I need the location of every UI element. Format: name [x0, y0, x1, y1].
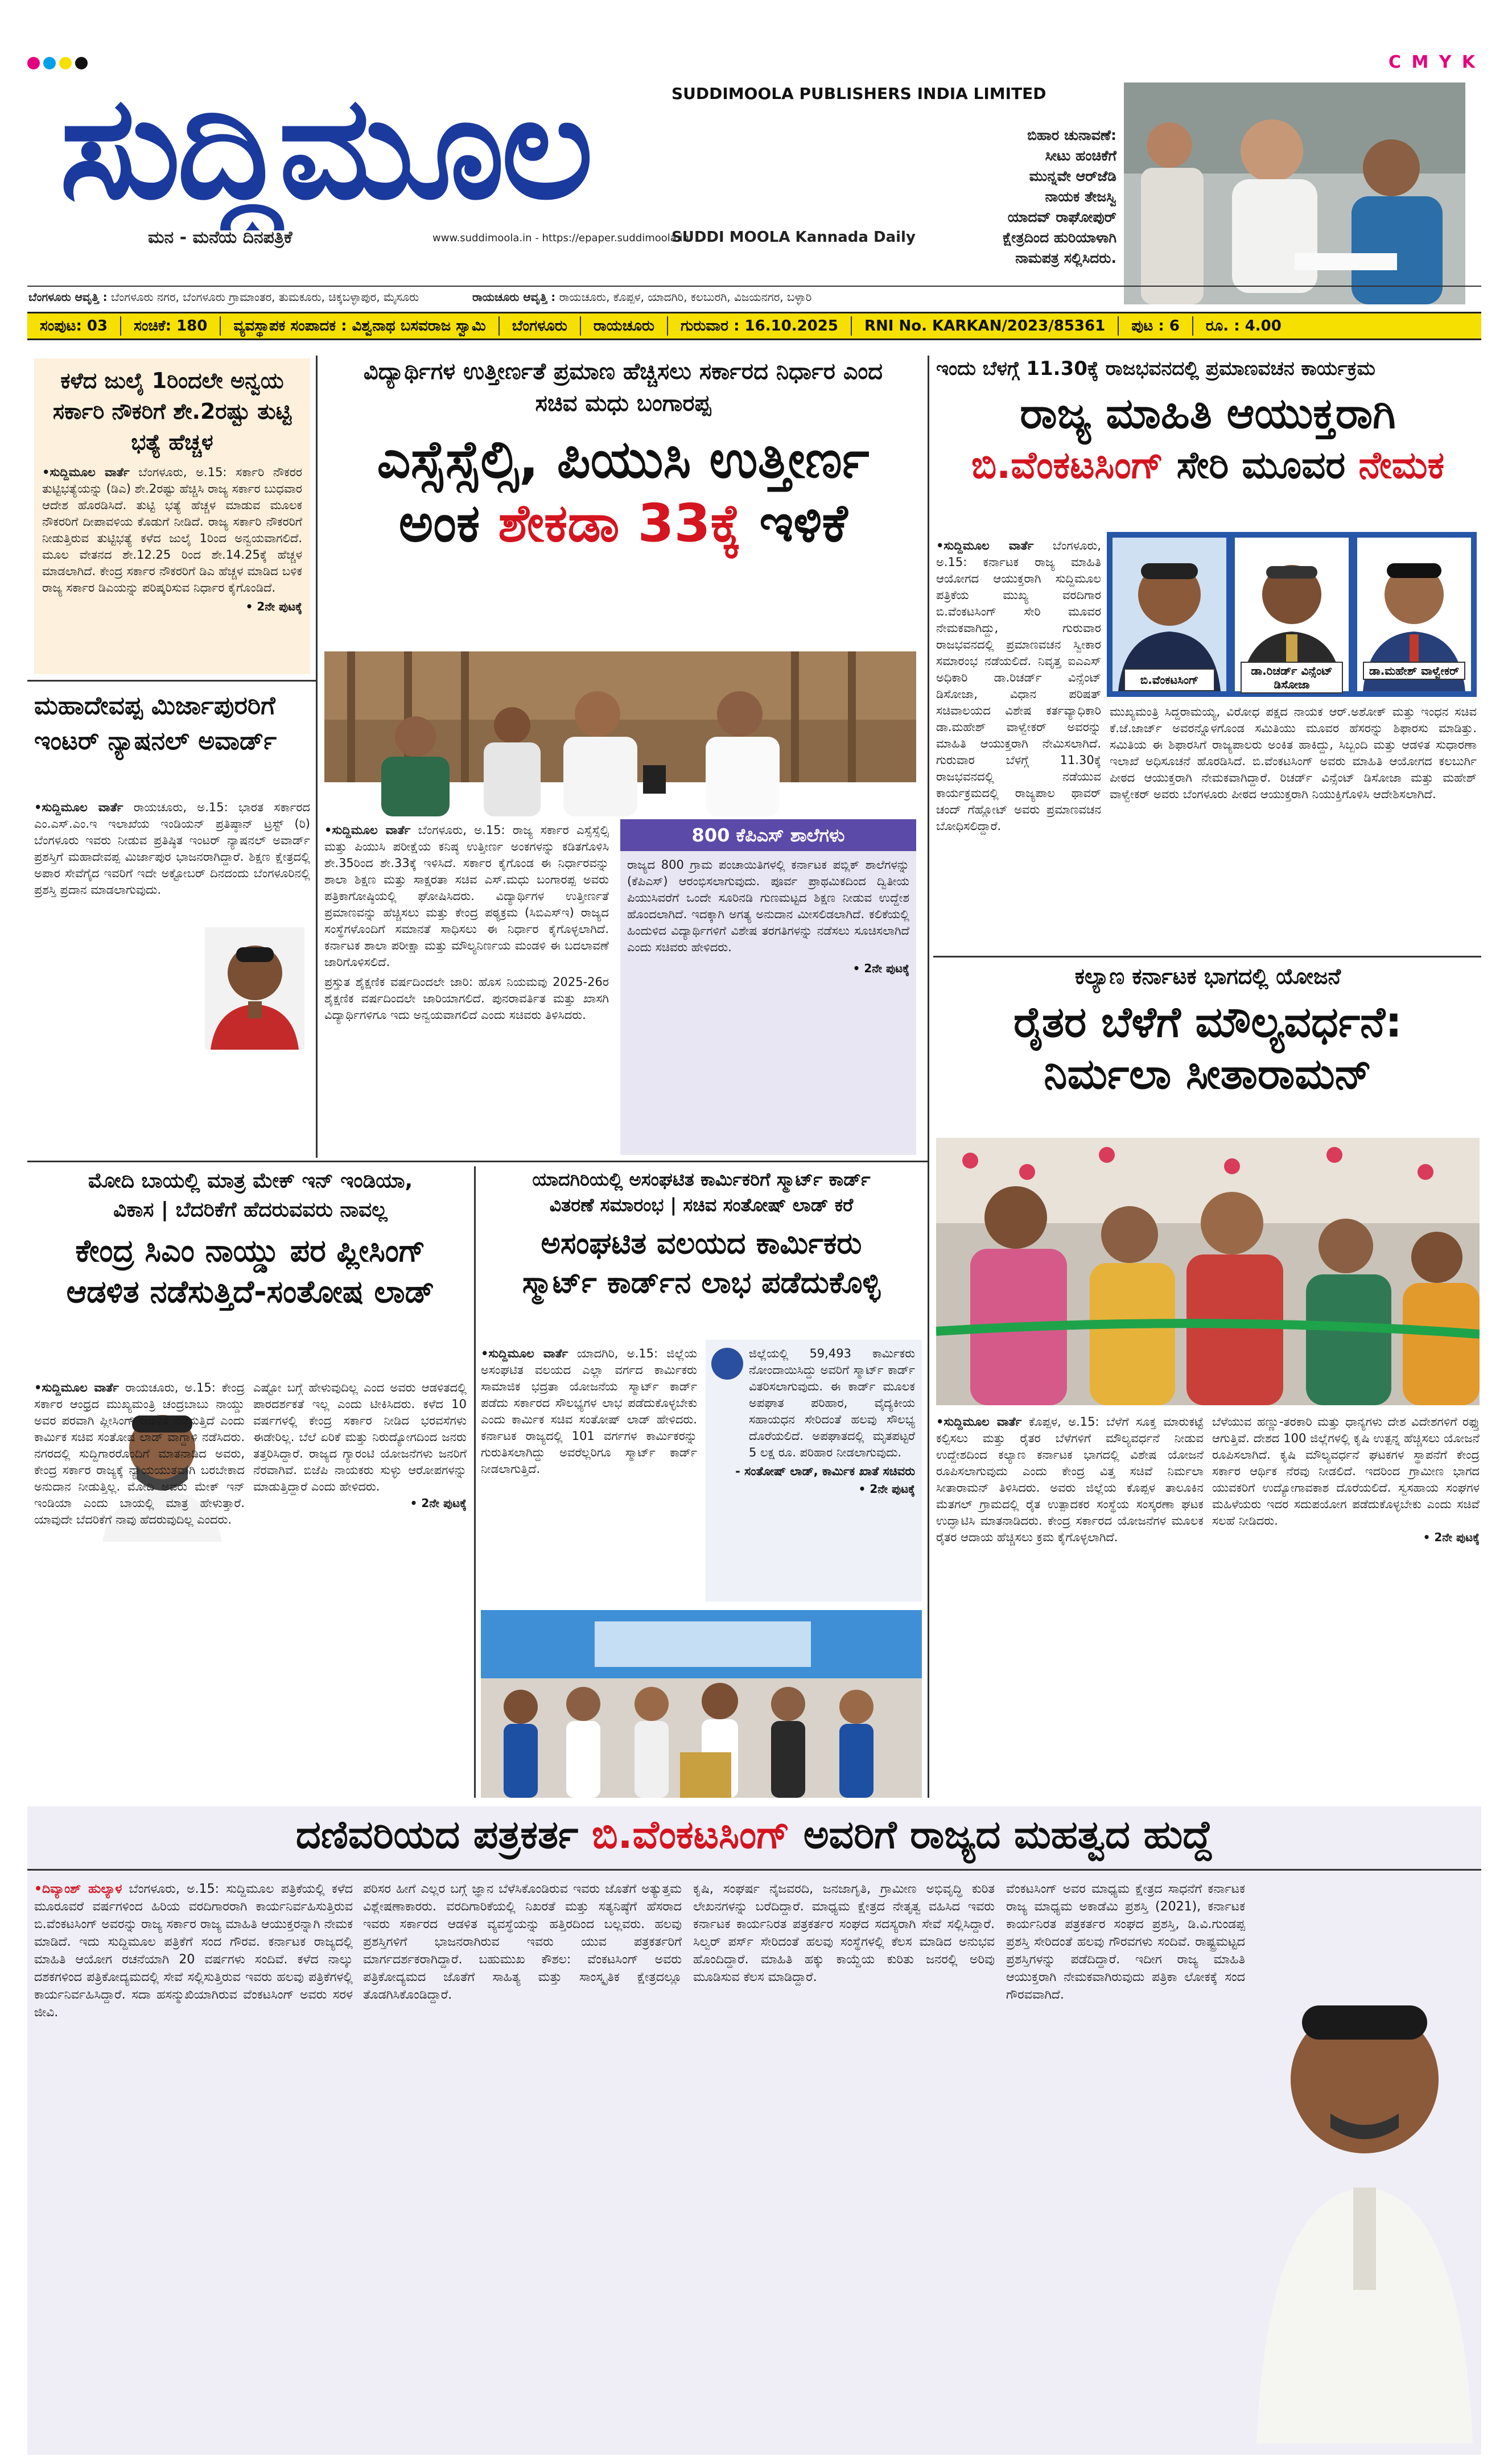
lead-body-sub: ಪ್ರಸ್ತುತ ಶೈಕ್ಷಣಿಕ ವರ್ಷದಿಂದಲೇ ಜಾರಿ: ಹೊಸ ನಿಯಮವು 2025-26ರ ಶೈಕ್ಷಣಿಕ ವರ್ಷದಿಂದಲೇ ಜಾರಿಯಾಗಲಿದೆ. ಪುನರಾವರ್ತಿತ ಮತ್ತು ಖಾಸಗಿ ವಿದ್ಯಾರ್ಥಿಗಳಿಗೂ ಇದು ಅನ್ವಯವಾಗಲಿದೆ ಎಂದು ಸಚಿವರು ತಿಳಿಸಿದರು.	[324, 975, 609, 1022]
feature-headline-name: ಬಿ.ವೆಂಕಟಸಿಂಗ್	[591, 1813, 790, 1858]
nirmala-byline: •ಸುದ್ದಿಮೂಲ ವಾರ್ತೆ	[936, 1415, 1022, 1429]
feature-column-1: ಬೆಂಗಳೂರು, ಅ.15: ಸುದ್ದಿಮೂಲ ಪತ್ರಿಕೆಯಲ್ಲಿ ಕಳೆದ ಮೂರೂವರೆ ವರ್ಷಗಳಿಂದ ಹಿರಿಯ ವರದಿಗಾರರಾಗಿ ಕಾರ್ಯನಿರ್ವಹಿಸುತ್ತಿರುವ ಬಿ.ವೆಂಕಟಸಿಂಗ್ ಅವರನ್ನು ರಾಜ್ಯ ಸರ್ಕಾರ ರಾಜ್ಯ ಮಾಹಿತಿ ಆಯುಕ್ತರನ್ನಾಗಿ ನೇಮಕ ಮಾಡಿದೆ. ಇದು ಸುದ್ದಿಮೂಲ ಪತ್ರಿಕೆಗೆ ಸಂದ ಗೌರವ. ಕರ್ನಾಟಕ ರಾಜ್ಯದಲ್ಲಿ ಮಾಹಿತಿ ಆಯೋಗ ರಚನೆಯಾಗಿ 20 ವರ್ಷಗಳು ಸಂದಿವೆ. ಕಳೆದ ನಾಲ್ಕು ದಶಕಗಳಿಂದ ಪತ್ರಿಕೋದ್ಯಮದಲ್ಲಿ ಸೇವೆ ಸಲ್ಲಿಸುತ್ತಿರುವ ಇವರು ಹಲವು ಪತ್ರಿಕೆಗಳಲ್ಲಿ ಕಾರ್ಯನಿರ್ವಹಿಸಿದ್ದಾರೆ. ಸದಾ ಹಸನ್ಮುಖಿಯಾಗಿರುವ ವೆಂಕಟಸಿಂಗ್ ಅವರು ಸರಳ ಜೀವಿ.	[34, 1882, 353, 2020]
issue-date: ಗುರುವಾರ : 16.10.2025	[681, 317, 838, 335]
da-hike-byline: •ಸುದ್ದಿಮೂಲ ವಾರ್ತೆ	[42, 465, 130, 479]
da-hike-body: ಬೆಂಗಳೂರು, ಅ.15: ಸರ್ಕಾರಿ ನೌಕರರ ತುಟ್ಟಿಭತ್ಯೆಯನ್ನು (ಡಿಎ) ಶೇ.2ರಷ್ಟು ಹೆಚ್ಚಿಸಿ ರಾಜ್ಯ ಸರ್ಕಾರ ಬುಧವಾರ ಆದೇಶ ಹೊರಡಿಸಿದೆ. ತುಟ್ಟಿ ಭತ್ಯೆ ಹೆಚ್ಚಳ ಮಾಡುವ ಮೂಲಕ ನೌಕರರಿಗೆ ದೀಪಾವಳಿಯ ಕೊಡುಗೆ ನೀಡಿದೆ. ರಾಜ್ಯ ಸರ್ಕಾರಿ ನೌಕರರಿಗೆ ನೀಡುತ್ತಿರುವ ತುಟ್ಟಿಭತ್ಯೆ ಕಳೆದ ಜುಲೈ 1ರಿಂದ ಅನ್ವಯವಾಗಲಿದೆ. ಮೂಲ ವೇತನದ ಶೇ.12.25 ರಿಂದ ಶೇ.14.25ಕ್ಕೆ ಹೆಚ್ಚಳ ಮಾಡಲಾಗಿದೆ. ಕೇಂದ್ರ ಸರ್ಕಾರ ನೌಕರರಿಗೆ ಡಿಎ ಹೆಚ್ಚಳ ಮಾಡಿದ ಬಳಿಕ ರಾಜ್ಯ ಸರ್ಕಾರ ಡಿಎಯನ್ನು ಪರಿಷ್ಕರಿಸುವ ನಿರ್ಧಾರ ಕೈಗೊಂಡಿದೆ.	[42, 465, 302, 595]
lad-continued: • 2ನೇ ಪುಟಕ್ಕೆ	[410, 1496, 467, 1510]
lad-body-right: ಎಷ್ಟೋ ಬಗ್ಗೆ ಹೇಳುವುದಿಲ್ಲ ಎಂದ ಅವರು ಆಡಳಿತದಲ್ಲಿ ಪಾರದರ್ಶಕತೆ ಇಲ್ಲ ಎಂದು ಟೀಕಿಸಿದರು. ಕಳೆದ 10 ವರ್ಷಗಳಲ್ಲಿ ಕೇಂದ್ರ ಸರ್ಕಾರ ನೀಡಿದ ಭರವಸೆಗಳು ಈಡೇರಿಲ್ಲ. ಬೆಲೆ ಏರಿಕೆ ಮತ್ತು ನಿರುದ್ಯೋಗದಿಂದ ಜನರು ತತ್ತರಿಸಿದ್ದಾರೆ. ರಾಜ್ಯದ ಗ್ಯಾರಂಟಿ ಯೋಜನೆಗಳು ಜನರಿಗೆ ನೆರವಾಗಿವೆ. ಬಿಜೆಪಿ ನಾಯಕರು ಸುಳ್ಳು ಆರೋಪಗಳನ್ನು ಮಾಡುತ್ತಿದ್ದಾರೆ ಎಂದು ಹೇಳಿದರು.	[253, 1381, 467, 1493]
bengaluru-edition	[28, 290, 419, 304]
award-winner-photo	[205, 927, 304, 1050]
award-body: ರಾಯಚೂರು, ಅ.15: ಭಾರತ ಸರ್ಕಾರದ ಎಂ.ಎಸ್.ಎಂ.ಇ ಇಲಾಖೆಯ ಇಂಡಿಯನ್ ಪ್ರತಿಷ್ಠಾನ್ ಟ್ರಸ್ಟ್ (ರಿ) ಬೆಂಗಳೂರು ಇವರು ನೀಡುವ ಪ್ರತಿಷ್ಠಿತ ಇಂಟರ್ ನ್ಯಾಷನಲ್ ಅವಾರ್ಡ್ ಪ್ರಶಸ್ತಿಗೆ ಮಹಾದೇವಪ್ಪ ಮಿರ್ಜಾಪುರ ಭಾಜನರಾಗಿದ್ದಾರೆ. ಶಿಕ್ಷಣ ಕ್ಷೇತ್ರದಲ್ಲಿ ಅಪಾರ ಸೇವೆಗೈದ ಇವರಿಗೆ ಇದೇ ಅಕ್ಟೋಬರ್ ದಿನದಂದು ಬೆಂಗಳೂರಿನಲ್ಲಿ ಪ್ರಶಸ್ತಿ ಪ್ರದಾನ ಮಾಡಲಾಗುವುದು.	[34, 800, 310, 897]
feature-headline-a: ದಣಿವರಿಯದ ಪತ್ರಕರ್ತ	[295, 1813, 579, 1858]
card-headline-line2: ಸ್ಮಾರ್ಟ್ ಕಾರ್ಡ್‌ನ ಲಾಭ ಪಡೆದುಕೊಳ್ಳಿ	[522, 1266, 881, 1301]
smart-card-event-photo	[481, 1610, 922, 1798]
column-rule	[316, 356, 318, 1158]
award-headline: ಮಹಾದೇವಪ್ಪ ಮಿರ್ಜಾಪುರರಿಗೆ ಇಂಟರ್ ನ್ಯಾಷನಲ್ ಅವಾರ್ಡ್	[34, 691, 277, 756]
lead-kicker: ವಿದ್ಯಾರ್ಥಿಗಳ ಉತ್ತೀರ್ಣತೆ ಪ್ರಮಾಣ ಹೆಚ್ಚಿಸಲು ಸರ್ಕಾರದ ನಿರ್ಧಾರ ಎಂದ ಸಚಿವ ಮಧು ಬಂಗಾರಪ್ಪ	[363, 358, 883, 416]
lead-press-conference-photo	[324, 651, 916, 816]
info-commissioner-story	[936, 356, 1480, 953]
bengaluru-edition-label: ಬೆಂಗಳೂರು ಆವೃತ್ತಿ :	[28, 290, 108, 304]
card-body-right: ಜಿಲ್ಲೆಯಲ್ಲಿ 59,493 ಕಾರ್ಮಿಕರು ನೋಂದಾಯಿಸಿದ್ದು ಅವರಿಗೆ ಸ್ಮಾರ್ಟ್ ಕಾರ್ಡ್ ವಿತರಿಸಲಾಗುವುದು. ಈ ಕಾರ್ಡ್ ಮೂಲಕ ಅಪಘಾತ ಪರಿಹಾರ, ವೈದ್ಯಕೀಯ ಸಹಾಯಧನ ಸೇರಿದಂತೆ ಹಲವು ಸೌಲಭ್ಯ ದೊರೆಯಲಿದೆ. ಅಪಘಾತದಲ್ಲಿ ಮೃತಪಟ್ಟರೆ 5 ಲಕ್ಷ ರೂ. ಪರಿಹಾರ ನೀಡಲಾಗುವುದು.	[749, 1347, 915, 1459]
publisher-name: SUDDIMOOLA PUBLISHERS INDIA LIMITED	[671, 84, 1046, 103]
lad-body-left: ರಾಯಚೂರು, ಅ.15: ಕೇಂದ್ರ ಸರ್ಕಾರ ಆಂಧ್ರದ ಮುಖ್ಯಮಂತ್ರಿ ಚಂದ್ರಬಾಬು ನಾಯ್ಡು ಅವರ ಪರವಾಗಿ ಪ್ಲೀಸಿಂಗ್ ಆಡಳಿತ ನಡೆಸುತ್ತಿದೆ ಎಂದು ಕಾರ್ಮಿಕ ಸಚಿವ ಸಂತೋಷ ಲಾಡ್ ವಾಗ್ದಾಳಿ ನಡೆಸಿದರು. ನಗರದಲ್ಲಿ ಸುದ್ದಿಗಾರರೊಂದಿಗೆ ಮಾತನಾಡಿದ ಅವರು, ಕೇಂದ್ರ ಸರ್ಕಾರ ರಾಜ್ಯಕ್ಕೆ ನ್ಯಾಯಯುತವಾಗಿ ಬರಬೇಕಾದ ಅನುದಾನ ನೀಡುತ್ತಿಲ್ಲ. ಮೋದಿ ಅವರು ಮೇಕ್ ಇನ್ ಇಂಡಿಯಾ ಎಂದು ಬಾಯಲ್ಲಿ ಮಾತ್ರ ಹೇಳುತ್ತಾರೆ. ಯಾವುದೇ ಬೆದರಿಕೆಗೆ ನಾವು ಹೆದರುವುದಿಲ್ಲ ಎಂದರು.	[34, 1381, 245, 1526]
column-rule	[474, 1166, 476, 1798]
lead-headline-word-c: ಇಳಿಕೆ	[759, 492, 848, 554]
nirmala-kicker: ಕಲ್ಯಾಣ ಕರ್ನಾಟಕ ಭಾಗದಲ್ಲಿ ಯೋಜನೆ	[1074, 964, 1341, 989]
kps-box-title: 800 ಕೆಪಿಎಸ್ ಶಾಲೆಗಳು	[620, 819, 916, 851]
managing-editor: ವ್ಯವಸ್ಥಾಪಕ ಸಂಪಾದಕ : ವಿಶ್ವನಾಥ ಬಸವರಾಜ ಸ್ವಾಮಿ	[233, 317, 486, 335]
lad-byline: •ಸುದ್ದಿಮೂಲ ವಾರ್ತೆ	[34, 1381, 120, 1394]
card-quote-author: - ಸಂತೋಷ್ ಲಾಡ್, ಕಾರ್ಮಿಕ ಖಾತೆ ಸಚಿವರು	[735, 1464, 915, 1478]
section-rule	[27, 1161, 928, 1162]
info-byline: •ಸುದ್ದಿಮೂಲ ವಾರ್ತೆ	[936, 539, 1034, 552]
nirmala-headline-line2: ನಿರ್ಮಲಾ ಸೀತಾರಾಮನ್	[1044, 1049, 1372, 1099]
page-count: ಪುಟ : 6	[1131, 317, 1180, 335]
cmyk-mark: C M Y K	[1388, 52, 1478, 72]
venkatasingh-feature-photo	[1251, 1931, 1478, 2444]
nirmala-body-right: ಬೆಳೆಯುವ ಹಣ್ಣು-ತರಕಾರಿ ಮತ್ತು ಧಾನ್ಯಗಳು ದೇಶ ವಿದೇಶಗಳಿಗೆ ರಫ್ತು ಆಗುತ್ತಿವೆ. ದೇಶದ 100 ಜಿಲ್ಲೆಗಳಲ್ಲಿ ಕೃಷಿ ಉತ್ಪನ್ನ ಹೆಚ್ಚಿಸಲು ಯೋಜನೆ ರೂಪಿಸಲಾಗಿದೆ. ಕೃಷಿ ಮೌಲ್ಯವರ್ಧನೆ ಘಟಕಗಳ ಸ್ಥಾಪನೆಗೆ ಕೇಂದ್ರ ಸರ್ಕಾರ ಆರ್ಥಿಕ ನೆರವು ನೀಡಲಿದೆ. ಇದರಿಂದ ಗ್ರಾಮೀಣ ಭಾಗದ ಯುವಕರಿಗೆ ಉದ್ಯೋಗಾವಕಾಶ ದೊರೆಯಲಿದೆ. ಸ್ವಸಹಾಯ ಸಂಘಗಳ ಮಹಿಳೆಯರು ಇದರ ಸದುಪಯೋಗ ಪಡೆದುಕೊಳ್ಳಬೇಕು ಎಂದು ಸಚಿವೆ ಸಲಹೆ ನೀಡಿದರು.	[1212, 1415, 1480, 1528]
feature-headline-c: ಅವರಿಗೆ ರಾಜ್ಯದ ಮಹತ್ವದ ಹುದ್ದೆ	[803, 1813, 1213, 1858]
bengaluru-edition-districts: ಬೆಂಗಳೂರು ನಗರ, ಬೆಂಗಳೂರು ಗ್ರಾಮಾಂತರ, ತುಮಕೂರು, ಚಿಕ್ಕಬಳ್ಳಾಪುರ, ಮೈಸೂರು	[110, 290, 419, 304]
rni-number: RNI No. KARKAN/2023/85361	[864, 317, 1106, 335]
lead-body-1: ಬೆಂಗಳೂರು, ಅ.15: ರಾಜ್ಯ ಸರ್ಕಾರ ಎಸ್ಸೆಸ್ಸೆಲ್ಸಿ ಮತ್ತು ಪಿಯುಸಿ ಪರೀಕ್ಷೆಯ ಕನಿಷ್ಠ ಉತ್ತೀರ್ಣ ಅಂಕಗಳನ್ನು ಕಡಿತಗೊಳಿಸಿ ಶೇ.35ರಿಂದ ಶೇ.33ಕ್ಕೆ ಇಳಿಸಿದೆ. ಸರ್ಕಾರ ಕೈಗೊಂಡ ಈ ನಿರ್ಧಾರವನ್ನು ಶಾಲಾ ಶಿಕ್ಷಣ ಮತ್ತು ಸಾಕ್ಷರತಾ ಸಚಿವ ಎಸ್.ಮಧು ಬಂಗಾರಪ್ಪ ಅವರು ಪತ್ರಿಕಾಗೋಷ್ಠಿಯಲ್ಲಿ ಘೋಷಿಸಿದರು. ವಿದ್ಯಾರ್ಥಿಗಳ ಉತ್ತೀರ್ಣತೆ ಪ್ರಮಾಣವನ್ನು ಹೆಚ್ಚಿಸಲು ಮತ್ತು ಕೇಂದ್ರ ಪಠ್ಯಕ್ರಮ (ಸಿಬಿಎಸ್‌ಇ) ರಾಜ್ಯದ ಸಂಸ್ಥೆಗಳೊಂದಿಗೆ ಸಮಾನತೆ ಸಾಧಿಸಲು ಈ ನಿರ್ಧಾರ ಕೈಗೊಳ್ಳಲಾಗಿದೆ. ಕರ್ನಾಟಕ ಶಾಲಾ ಪರೀಕ್ಷಾ ಮತ್ತು ಮೌಲ್ಯನಿರ್ಣಯ ಮಂಡಳಿ ಈ ಬದಲಾವಣೆ ಜಾರಿಗೊಳಿಸಲಿದೆ.	[324, 823, 609, 969]
lead-headline-line1: ಎಸ್ಸೆಸ್ಸೆಲ್ಸಿ, ಪಿಯುಸಿ ಉತ್ತೀರ್ಣ	[377, 429, 870, 490]
feature-author: •ದಿವ್ಯಾಂಶ್ ಹುಲ್ಯಾಳ	[34, 1882, 122, 1896]
issue: ಸಂಚಿಕೆ: 180	[134, 317, 208, 335]
info-headline-end: ನೇಮಕ	[1358, 443, 1445, 488]
info-body-right: ಮುಖ್ಯಮಂತ್ರಿ ಸಿದ್ದರಾಮಯ್ಯ, ವಿರೋಧ ಪಕ್ಷದ ನಾಯಕ ಆರ್.ಅಶೋಕ್ ಮತ್ತು ಇಂಧನ ಸಚಿವ ಕೆ.ಜೆ.ಜಾರ್ಜ್ ಅವರನ್ನೊಳಗೊಂಡ ಸಮಿತಿಯು ಮೂವರ ಹೆಸರನ್ನು ಶಿಫಾರಸು ಮಾಡಿತ್ತು. ಸಮಿತಿಯ ಈ ಶಿಫಾರಸಿಗೆ ರಾಜ್ಯಪಾಲರು ಅಂಕಿತ ಹಾಕಿದ್ದು, ಸಿಬ್ಬಂದಿ ಮತ್ತು ಆಡಳಿತ ಸುಧಾರಣಾ ಇಲಾಖೆ ಅಧಿಸೂಚನೆ ಹೊರಡಿಸಿದೆ. ಬಿ.ವೆಂಕಟಸಿಂಗ್ ಅವರು ಮಾಹಿತಿ ಆಯೋಗದ ಕಲಬುರ್ಗಿ ಪೀಠದ ಆಯುಕ್ತರಾಗಿ ನೇಮಕವಾಗಿದ್ದಾರೆ. ರಿಚರ್ಡ್ ವಿನ್ಸೆಂಟ್ ಡಿಸೋಜಾ ಮತ್ತು ಮಹೇಶ್ ವಾಳ್ವೇಕರ್ ಅವರು ಬೆಂಗಳೂರು ಪೀಠದ ಆಯುಕ್ತರಾಗಿ ನಿಯುಕ್ತಿಗೊಳಿಸಿ ಆದೇಶಿಸಲಾಗಿದೆ.	[1110, 705, 1477, 801]
lad-headline-line1: ಕೇಂದ್ರ ಸಿಎಂ ನಾಯ್ಡು ಪರ ಪ್ಲೀಸಿಂಗ್	[75, 1232, 426, 1269]
lead-headline-word-a: ಅಂಕ	[398, 492, 480, 554]
caption-venkatasingh: ಬಿ.ವೆಂಕಟಸಿಂಗ್	[1124, 668, 1215, 691]
santosh-lad-story	[34, 1169, 467, 1798]
kps-box	[620, 819, 916, 1155]
card-headline-line1: ಅಸಂಘಟಿತ ವಲಯದ ಕಾರ್ಮಿಕರು	[541, 1226, 862, 1261]
kps-box-body: ರಾಜ್ಯದ 800 ಗ್ರಾಮ ಪಂಚಾಯಿತಿಗಳಲ್ಲಿ ಕರ್ನಾಟಕ ಪಬ್ಲಿಕ್ ಶಾಲೆಗಳನ್ನು (ಕೆಪಿಎಸ್) ಆರಂಭಿಸಲಾಗುವುದು. ಪೂರ್ವ ಪ್ರಾಥಮಿಕದಿಂದ ದ್ವಿತೀಯ ಪಿಯುಸಿವರೆಗೆ ಒಂದೇ ಸೂರಿನಡಿ ಗುಣಮಟ್ಟದ ಶಿಕ್ಷಣ ನೀಡುವ ಉದ್ದೇಶ ಹೊಂದಲಾಗಿದೆ. ಇದಕ್ಕಾಗಿ ಅಗತ್ಯ ಅನುದಾನ ಮೀಸಲಿಡಲಾಗಿದೆ. ಕಲಿಕೆಯಲ್ಲಿ ಹಿಂದುಳಿದ ವಿದ್ಯಾರ್ಥಿಗಳಿಗೆ ವಿಶೇಷ ತರಗತಿಗಳನ್ನು ನಡೆಸಲು ಸೂಚಿಸಲಾಗಿದೆ ಎಂದು ಸಚಿವರು ಹೇಳಿದರು.	[627, 858, 909, 954]
daily-name: SUDDI MOOLA Kannada Daily	[671, 229, 916, 246]
city-bengaluru: ಬೆಂಗಳೂರು	[512, 317, 567, 335]
lad-kicker-1: ಮೋದಿ ಬಾಯಲ್ಲಿ ಮಾತ್ರ ಮೇಕ್ ಇನ್ ಇಂಡಿಯಾ,	[88, 1169, 413, 1192]
lead-story	[324, 356, 922, 1155]
section-rule	[27, 680, 316, 682]
smart-card-story	[481, 1169, 922, 1798]
lad-kicker-2: ವಿಕಾಸ | ಬೆದರಿಕೆಗೆ ಹೆದರುವವರು ನಾವಲ್ಲ	[113, 1198, 388, 1222]
price: ರೂ. : 4.00	[1205, 317, 1282, 335]
raichur-edition-label: ರಾಯಚೂರು ಆವೃತ್ತಿ :	[472, 290, 556, 304]
feature-headline	[27, 1813, 1481, 1858]
raichur-edition-districts: ರಾಯಚೂರು, ಕೊಪ್ಪಳ, ಯಾದಗಿರಿ, ಕಲಬುರಗಿ, ವಿಜಯನಗರ, ಬಳ್ಳಾರಿ	[559, 290, 812, 304]
section-rule	[933, 956, 1481, 957]
card-continued: • 2ನೇ ಪುಟಕ್ಕೆ	[858, 1482, 915, 1496]
feature-column-4: ವೆಂಕಟಸಿಂಗ್ ಅವರ ಮಾಧ್ಯಮ ಕ್ಷೇತ್ರದ ಸಾಧನೆಗೆ ಕರ್ನಾಟಕ ರಾಜ್ಯ ಮಾಧ್ಯಮ ಅಕಾಡೆಮಿ ಪ್ರಶಸ್ತಿ (2021), ಕರ್ನಾಟಕ ಕಾರ್ಯನಿರತ ಪತ್ರಕರ್ತರ ಸಂಘದ ಪ್ರಶಸ್ತಿ, ಡಿ.ವಿ.ಗುಂಡಪ್ಪ ಪ್ರಶಸ್ತಿ ಸೇರಿದಂತೆ ಹಲವು ಗೌರವಗಳು ಸಂದಿವೆ. ರಾಷ್ಟ್ರಮಟ್ಟದ ಪ್ರಶಸ್ತಿಗಳನ್ನು ಪಡೆದಿದ್ದಾರೆ. ಇದೀಗ ರಾಜ್ಯ ಮಾಹಿತಿ ಆಯುಕ್ತರಾಗಿ ನೇಮಕವಾಗಿರುವುದು ಪತ್ರಿಕಾ ಲೋಕಕ್ಕೆ ಸಂದ ಗೌರವವಾಗಿದೆ.	[1006, 1882, 1245, 2002]
lead-byline: •ಸುದ್ದಿಮೂಲ ವಾರ್ತೆ	[324, 823, 411, 837]
info-kicker: ಇಂದು ಬೆಳಗ್ಗೆ 11.30ಕ್ಕೆ ರಾಜಭವನದಲ್ಲಿ ಪ್ರಮಾಣವಚನ ಕಾರ್ಯಕ್ರಮ	[936, 357, 1375, 380]
nirmala-story	[936, 964, 1480, 1801]
da-hike-story	[34, 358, 310, 674]
nirmala-continued: • 2ನೇ ಪುಟಕ್ಕೆ	[1423, 1530, 1480, 1544]
da-hike-continued: • 2ನೇ ಪುಟಕ್ಕೆ	[245, 600, 302, 613]
website-urls: www.suddimoola.in - https://epaper.suddimoola.in	[432, 232, 689, 244]
quote-icon	[711, 1348, 743, 1380]
card-kicker-2: ವಿತರಣೆ ಸಮಾರಂಭ | ಸಚಿವ ಸಂತೋಷ್ ಲಾಡ್ ಕರೆ	[549, 1194, 854, 1216]
card-byline: •ಸುದ್ದಿಮೂಲ ವಾರ್ತೆ	[481, 1347, 568, 1360]
ear-text: ಬಿಹಾರ ಚುನಾವಣೆ: ಸೀಟು ಹಂಚಿಕೆಗೆ ಮುನ್ನವೇ ಆರ್‌ಜೆಡಿ ನಾಯಕ ತೇಜಸ್ವಿ ಯಾದವ್ ರಾಘೋಪುರ್ ಕ್ಷೇತ್ರದಿಂದ ಹುರಿಯಾಳಾಗಿ ನಾಮಪತ್ರ ಸಲ್ಲಿಸಿದರು.	[1003, 127, 1116, 266]
lead-headline-line2	[324, 493, 922, 554]
column-rule	[928, 356, 929, 1798]
award-byline: •ಸುದ್ದಿಮೂಲ ವಾರ್ತೆ	[34, 800, 123, 814]
feature-rule	[27, 1869, 1481, 1871]
commissioner-photos	[1107, 532, 1477, 697]
nirmala-headline-line1: ರೈತರ ಬೆಳೆಗೆ ಮೌಲ್ಯವರ್ಧನೆ:	[1013, 997, 1402, 1047]
lead-continued: • 2ನೇ ಪುಟಕ್ಕೆ	[852, 961, 909, 975]
city-raichur: ರಾಯಚೂರು	[593, 317, 655, 335]
feature-column-2: ಪರಿಸರ ಹೀಗೆ ಎಲ್ಲರ ಬಗ್ಗೆ ಜ್ಞಾನ ಬೆಳೆಸಿಕೊಂಡಿರುವ ಇವರು ಜೊತೆಗೆ ಅತ್ಯುತ್ತಮ ವಿಶ್ಲೇಷಣಾಕಾರರು. ವರದಿಗಾರಿಕೆಯಲ್ಲಿ ನಿಖರತೆ ಮತ್ತು ಸತ್ಯನಿಷ್ಠೆಗೆ ಹೆಸರಾದ ಇವರು ಸರ್ಕಾರದ ಆಡಳಿತ ವ್ಯವಸ್ಥೆಯನ್ನು ಹತ್ತಿರದಿಂದ ಬಲ್ಲವರು. ಹಲವು ಪ್ರಶಸ್ತಿಗಳಿಗೆ ಭಾಜನರಾಗಿರುವ ಇವರು ಯುವ ಪತ್ರಕರ್ತರಿಗೆ ಮಾರ್ಗದರ್ಶಕರಾಗಿದ್ದಾರೆ. ಬಹುಮುಖ ಕೌಶಲ: ವೆಂಕಟಸಿಂಗ್ ಅವರು ಪತ್ರಿಕೋದ್ಯಮದ ಜೊತೆಗೆ ಸಾಹಿತ್ಯ ಮತ್ತು ಸಾಂಸ್ಕೃತಿಕ ಕ್ಷೇತ್ರದಲ್ಲೂ ತೊಡಗಿಸಿಕೊಂಡಿದ್ದಾರೆ.	[363, 1882, 682, 2002]
lad-headline-line2: ಆಡಳಿತ ನಡೆಸುತ್ತಿದೆ-ಸಂತೋಷ ಲಾಡ್	[66, 1273, 435, 1310]
card-kicker-1: ಯಾದಗಿರಿಯಲ್ಲಿ ಅಸಂಘಟಿತ ಕಾರ್ಮಿಕರಿಗೆ ಸ್ಮಾರ್ಟ್ ಕಾರ್ಡ್	[532, 1169, 871, 1190]
newspaper-logo: ಸುದ್ದಿಮೂಲ	[60, 77, 590, 230]
info-headline-name: ಬಿ.ವೆಂಕಟಸಿಂಗ್	[971, 443, 1164, 488]
card-body-left: ಯಾದಗಿರಿ, ಅ.15: ಜಿಲ್ಲೆಯ ಅಸಂಘಟಿತ ವಲಯದ ಎಲ್ಲಾ ವರ್ಗದ ಕಾರ್ಮಿಕರು ಸಾಮಾಜಿಕ ಭದ್ರತಾ ಯೋಜನೆಯ ಸ್ಮಾರ್ಟ್ ಕಾರ್ಡ್ ಪಡೆದು ಸರ್ಕಾರದ ಸೌಲಭ್ಯಗಳ ಲಾಭ ಪಡೆದುಕೊಳ್ಳಬೇಕು ಎಂದು ಕಾರ್ಮಿಕ ಸಚಿವ ಸಂತೋಷ್ ಲಾಡ್ ಹೇಳಿದರು. ಕರ್ನಾಟಕ ರಾಜ್ಯದಲ್ಲಿ 101 ವರ್ಗಗಳ ಕಾರ್ಮಿಕರನ್ನು ಗುರುತಿಸಲಾಗಿದ್ದು ಅವರೆಲ್ಲರಿಗೂ ಸ್ಮಾರ್ಟ್ ಕಾರ್ಡ್ ನೀಡಲಾಗುತ್ತಿದೆ.	[481, 1347, 697, 1476]
lead-headline-highlight: ಶೇಕಡಾ 33ಕ್ಕೆ	[498, 492, 741, 554]
info-headline-line2	[936, 444, 1480, 487]
feature-band	[27, 1806, 1481, 2455]
caption-richard-dsouza: ಡಾ.ರಿಚರ್ಡ್ ವಿನ್ಸೆಂಟ್ ಡಿಸೋಜಾ	[1241, 662, 1343, 694]
feature-column-3: ಕೃಷಿ, ಸಂಘರ್ಷ ನೈಜವರದಿ, ಜನಜಾಗೃತಿ, ಗ್ರಾಮೀಣ ಅಭಿವೃದ್ಧಿ ಕುರಿತ ಲೇಖನಗಳನ್ನು ಬರೆದಿದ್ದಾರೆ. ಮಾಧ್ಯಮ ಕ್ಷೇತ್ರದ ನೇತೃತ್ವ ವಹಿಸಿದ ಇವರು ಕರ್ನಾಟಕ ಕಾರ್ಯನಿರತ ಪತ್ರಕರ್ತರ ಸಂಘದ ಸದಸ್ಯರಾಗಿ ಸೇವೆ ಸಲ್ಲಿಸಿದ್ದಾರೆ. ಸಿಲ್ವರ್ ಪರ್ಸ್‌ ಸೇರಿದಂತೆ ಹಲವು ಸಂಸ್ಥೆಗಳಲ್ಲಿ ಕೆಲಸ ಮಾಡಿದ ಅನುಭವ ಹೊಂದಿದ್ದಾರೆ. ಮಾಹಿತಿ ಹಕ್ಕು ಕಾಯ್ದೆಯ ಕುರಿತು ಜನರಲ್ಲಿ ಅರಿವು ಮೂಡಿಸುವ ಕೆಲಸ ಮಾಡಿದ್ದಾರೆ.	[693, 1882, 995, 1984]
nirmala-body-left: ಕೊಪ್ಪಳ, ಅ.15: ಬೆಳೆಗೆ ಸೂಕ್ತ ಮಾರುಕಟ್ಟೆ ಕಲ್ಪಿಸಲು ಮತ್ತು ರೈತರ ಬೆಳೆಗಳಿಗೆ ಮೌಲ್ಯವರ್ಧನೆ ನೀಡುವ ಉದ್ದೇಶದಿಂದ ಕಲ್ಯಾಣ ಕರ್ನಾಟಕ ಭಾಗದಲ್ಲಿ ವಿಶೇಷ ಯೋಜನೆ ರೂಪಿಸಲಾಗುವುದು ಎಂದು ಕೇಂದ್ರ ವಿತ್ತ ಸಚಿವೆ ನಿರ್ಮಲಾ ಸೀತಾರಾಮನ್ ತಿಳಿಸಿದರು. ಅವರು ಜಿಲ್ಲೆಯ ಕೊಪ್ಪಳ ತಾಲೂಕಿನ ಮೆತಗಲ್ ಗ್ರಾಮದಲ್ಲಿ ರೈತ ಉತ್ಪಾದಕರ ಸಂಸ್ಥೆಯ ಸಂಸ್ಕರಣಾ ಘಟಕ ಉದ್ಘಾಟಿಸಿ ಮಾತನಾಡಿದರು. ಕೇಂದ್ರ ಸರ್ಕಾರದ ಯೋಜನೆಗಳ ಮೂಲಕ ರೈತರ ಆದಾಯ ಹೆಚ್ಚಿಸಲು ಕ್ರಮ ಕೈಗೊಳ್ಳಲಾಗಿದೆ.	[936, 1415, 1204, 1544]
info-headline-middle: ಸೇರಿ ಮೂವರ	[1176, 443, 1346, 488]
info-bar	[27, 312, 1481, 340]
ribbon-cutting-photo	[936, 1138, 1480, 1405]
raichur-edition	[472, 290, 811, 304]
ear-photo	[1124, 82, 1465, 304]
card-quote-box	[706, 1340, 922, 1602]
masthead-rule	[27, 286, 1481, 287]
da-hike-headline: ಕಳೆದ ಜುಲೈ 1ರಿಂದಲೇ ಅನ್ವಯ ಸರ್ಕಾರಿ ನೌಕರಿಗೆ ಶೇ.2ರಷ್ಟು ತುಟ್ಟಿ ಭತ್ಯೆ ಹೆಚ್ಚಳ	[52, 368, 292, 455]
info-headline-line1: ರಾಜ್ಯ ಮಾಹಿತಿ ಆಯುಕ್ತರಾಗಿ	[1020, 389, 1396, 438]
registration-dots	[27, 57, 91, 72]
info-body-left: ಬೆಂಗಳೂರು, ಅ.15: ಕರ್ನಾಟಕ ರಾಜ್ಯ ಮಾಹಿತಿ ಆಯೋಗದ ಆಯುಕ್ತರಾಗಿ ಸುದ್ದಿಮೂಲ ಪತ್ರಿಕೆಯ ಮುಖ್ಯ ವರದಿಗಾರ ಬಿ.ವೆಂಕಟಸಿಂಗ್ ಸೇರಿ ಮೂವರ ನೇಮಕವಾಗಿದ್ದು, ಗುರುವಾರ ರಾಜಭವನದಲ್ಲಿ ಪ್ರಮಾಣವಚನ ಸ್ವೀಕಾರ ಸಮಾರಂಭ ನಡೆಯಲಿದೆ. ನಿವೃತ್ತ ಐಎಎಸ್ ಅಧಿಕಾರಿ ಡಾ.ರಿಚರ್ಡ್ ವಿನ್ಸೆಂಟ್ ಡಿಸೋಜಾ, ವಿಧಾನ ಪರಿಷತ್ ಸಚಿವಾಲಯದ ವಿಶೇಷ ಕರ್ತವ್ಯಾಧಿಕಾರಿ ಡಾ.ಮಹೇಶ್ ವಾಳ್ವೇಕರ್ ಅವರನ್ನು ಮಾಹಿತಿ ಆಯುಕ್ತರಾಗಿ ನೇಮಿಸಲಾಗಿದೆ. ಗುರುವಾರ ಬೆಳಗ್ಗೆ 11.30ಕ್ಕೆ ರಾಜಭವನದಲ್ಲಿ ನಡೆಯುವ ಕಾರ್ಯಕ್ರಮದಲ್ಲಿ ರಾಜ್ಯಪಾಲ ಥಾವರ್ ಚಂದ್ ಗೆಹ್ಲೋಟ್ ಅವರು ಪ್ರಮಾಣವಚನ ಬೋಧಿಸಲಿದ್ದಾರೆ.	[936, 539, 1101, 833]
caption-mahesh-walvekar: ಡಾ.ಮಹೇಶ್ ವಾಳ್ವೇಕರ್	[1363, 662, 1465, 680]
award-story	[34, 688, 310, 1155]
tagline: ಮನ - ಮನೆಯ ದಿನಪತ್ರಿಕೆ	[148, 228, 292, 247]
volume: ಸಂಪುಟ: 03	[40, 317, 108, 335]
